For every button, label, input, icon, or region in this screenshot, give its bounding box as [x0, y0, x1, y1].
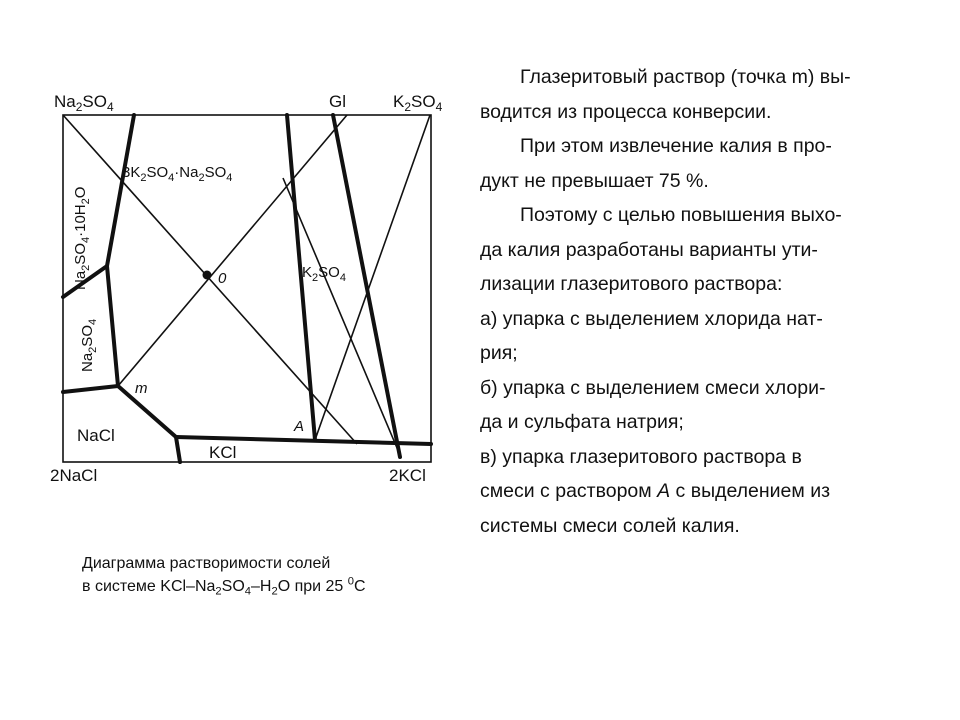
caption-line-2: в системе KCl–$Na_2SO_4-H_2O$ при 25 $^0$C: [82, 575, 366, 598]
label-nacl-field: NaCl: [77, 426, 115, 445]
label-k2so4-field: $K_2SO_4$: [302, 264, 346, 284]
label-point-m: m: [135, 380, 148, 397]
label-na2so4-corner: $Na_2SO_4$: [54, 92, 114, 114]
ray-to-2kcl: [283, 178, 400, 455]
option-c: в) упарка глазеритового раствора в смеси с раствором А с выделением из системы смеси солей калия.: [480, 445, 831, 537]
boundary-m-left: [63, 386, 118, 392]
boundary-thenardite: [107, 266, 180, 462]
label-2kcl: 2KCl: [389, 466, 426, 485]
label-gl: Gl: [329, 92, 346, 111]
description-text: [480, 60, 935, 543]
diagram-frame: [63, 115, 431, 462]
label-k2so4-corner: $K_2SO_4$: [393, 92, 443, 114]
label-point-o: 0: [218, 270, 227, 287]
label-2nacl: 2NaCl: [50, 466, 98, 485]
label-thenardite-field: $Na_2SO_4$: [79, 318, 99, 372]
paragraph-options-intro: Поэтому с целью повышения выхо- да калия разработаны варианты ути- лизации глазеритового раствора:: [480, 204, 842, 295]
boundary-k2so4: [333, 115, 400, 457]
option-b: б) упарка с выделением смеси хлори- да и сульфата натрия;: [480, 376, 826, 433]
option-a: а) упарка с выделением хлорида нат- рия;: [480, 307, 823, 364]
label-kcl-field: KCl: [209, 443, 237, 462]
solubility-diagram: [0, 0, 480, 520]
diagonal-nacl-k2so4: [118, 115, 347, 386]
label-glaserite-field: $3K_2SO_4\cdot Na_2SO_4$: [122, 164, 233, 184]
paragraph-extraction: При этом извлечение калия в про- дукт не превышает 75 %.: [480, 135, 832, 192]
paragraph-glaserite-solution: Глазеритовый раствор (точка m) вы- водится из процесса конверсии.: [480, 66, 851, 123]
point-o: [203, 271, 212, 280]
label-point-a: A: [294, 418, 305, 435]
diagram-caption: [82, 552, 366, 598]
caption-line-1: Диаграмма растворимости солей: [82, 555, 331, 572]
label-mirabilite-field: $Na_2SO_4\cdot 10H_2O$: [72, 186, 92, 290]
